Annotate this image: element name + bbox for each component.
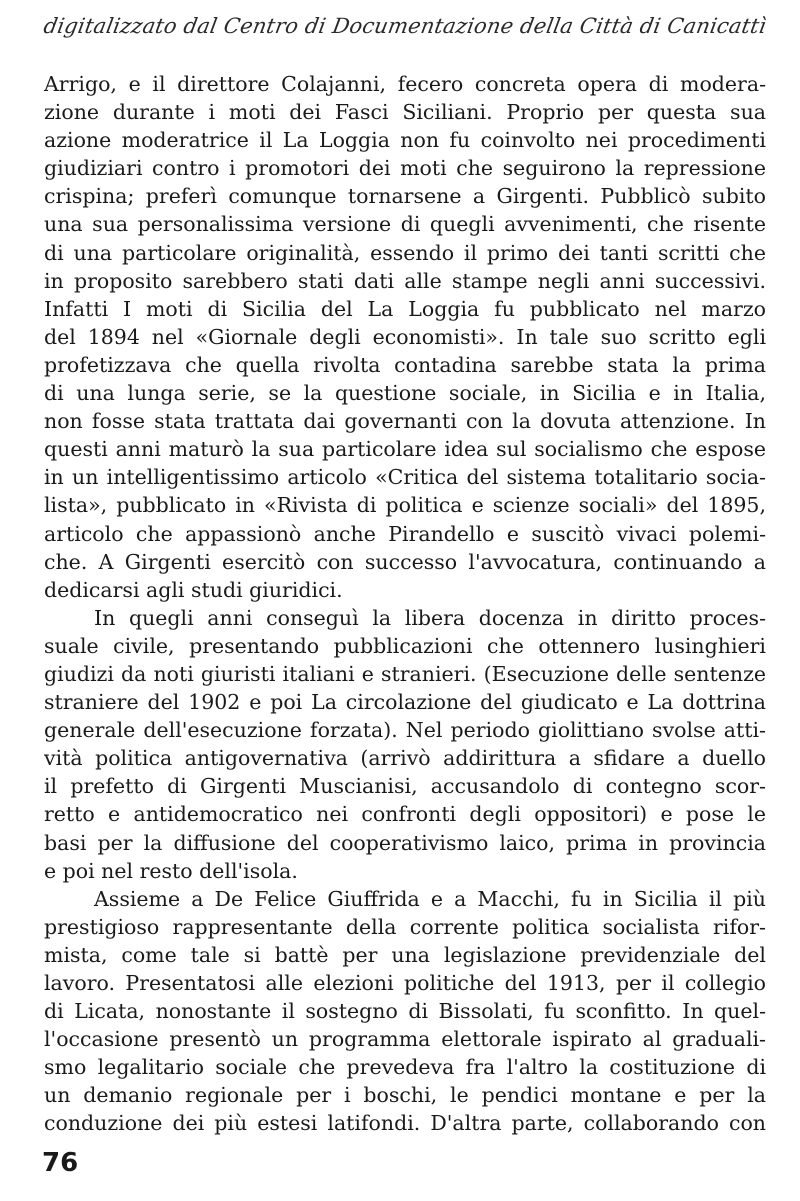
text-line: l'occasione presentò un programma elettorale ispirato al graduali- — [44, 1027, 766, 1052]
text-line: crispina; preferì comunque tornarsene a Girgenti. Pubblicò subito — [44, 184, 766, 209]
text-line: profetizzava che quella rivolta contadina sarebbe stata la prima — [44, 352, 766, 377]
text-line: di una lunga serie, se la questione sociale, in Sicilia e in Italia, — [44, 381, 766, 406]
text-line: il prefetto di Girgenti Muscianisi, accusandolo di contegno scor- — [44, 774, 766, 799]
text-line: smo legalitario sociale che prevedeva fra l'altro la costituzione di — [44, 1055, 766, 1080]
text-line: zione durante i moti dei Fasci Siciliani. Proprio per questa sua — [44, 100, 766, 125]
text-line: e poi nel resto dell'isola. — [44, 858, 298, 883]
text-line: mista, come tale si battè per una legislazione previdenziale del — [44, 942, 766, 967]
text-line: giudizi da noti giuristi italiani e stranieri. (Esecuzione delle sentenze — [44, 661, 766, 686]
text-line: In quegli anni conseguì la libera docenza in diritto proces- — [94, 605, 766, 630]
text-line: di una particolare originalità, essendo il primo dei tanti scritti che — [44, 240, 766, 265]
text-line: prestigioso rappresentante della corrente politica socialista rifor- — [44, 914, 766, 939]
text-line: questi anni maturò la sua particolare idea sul socialismo che espose — [44, 437, 766, 462]
text-line: suale civile, presentando pubblicazioni che ottennero lusinghieri — [44, 633, 766, 658]
paragraph-2 — [44, 604, 766, 885]
text-line: azione moderatrice il La Loggia non fu coinvolto nei procedimenti — [44, 128, 766, 153]
text-line: una sua personalissima versione di quegli avvenimenti, che risente — [44, 212, 766, 237]
text-line: basi per la diffusione del cooperativismo laico, prima in provincia — [44, 830, 766, 855]
text-line: articolo che appassionò anche Pirandello e suscitò vivaci polemi- — [44, 521, 766, 546]
text-line: non fosse stata trattata dai governanti con la dovuta attenzione. In — [44, 409, 766, 434]
text-line: Arrigo, e il direttore Colajanni, fecero concreta opera di modera- — [44, 72, 766, 96]
digitization-watermark: digitalizzato dal Centro di Documentazione della Città di Canicattì — [41, 14, 769, 38]
text-line: Assieme a De Felice Giuffrida e a Macchi, fu in Sicilia il più — [94, 886, 766, 911]
page-body — [44, 70, 766, 1138]
text-line: Infatti I moti di Sicilia del La Loggia fu pubblicato nel marzo — [44, 296, 766, 321]
text-line: lavoro. Presentatosi alle elezioni politiche del 1913, per il collegio — [44, 971, 766, 995]
text-line: di Licata, nonostante il sostegno di Bissolati, fu sconfitto. In quel- — [44, 999, 766, 1024]
page-number: 76 — [42, 1148, 79, 1178]
text-line: che. A Girgenti esercitò con successo l'avvocatura, continuando a — [44, 549, 766, 574]
text-line: lista», pubblicato in «Rivista di politica e scienze sociali» del 1895, — [44, 493, 766, 518]
text-line: retto e antidemocratico nei confronti degli oppositori) e pose le — [44, 802, 766, 827]
text-line: in un intelligentissimo articolo «Critica del sistema totalitario socia- — [44, 465, 766, 490]
text-line: in proposito sarebbero stati dati alle stampe negli anni successivi. — [44, 268, 766, 293]
paragraph-1 — [44, 70, 766, 604]
text-line: conduzione dei più estesi latifondi. D'altra parte, collaborando con — [44, 1111, 766, 1136]
text-line: del 1894 nel «Giornale degli economisti». In tale suo scritto egli — [44, 324, 766, 349]
text-line: straniere del 1902 e poi La circolazione del giudicato e La dottrina — [44, 690, 766, 715]
text-line: giudiziari contro i promotori dei moti che seguirono la repressione — [44, 156, 766, 181]
text-line: un demanio regionale per i boschi, le pendici montane e per la — [44, 1083, 766, 1108]
text-line: dedicarsi agli studi giuridici. — [44, 577, 343, 602]
paragraph-3 — [44, 885, 766, 1138]
text-line: vità politica antigovernativa (arrivò addirittura a sfidare a duello — [44, 746, 766, 771]
text-line: generale dell'esecuzione forzata). Nel periodo giolittiano svolse atti- — [44, 718, 766, 743]
